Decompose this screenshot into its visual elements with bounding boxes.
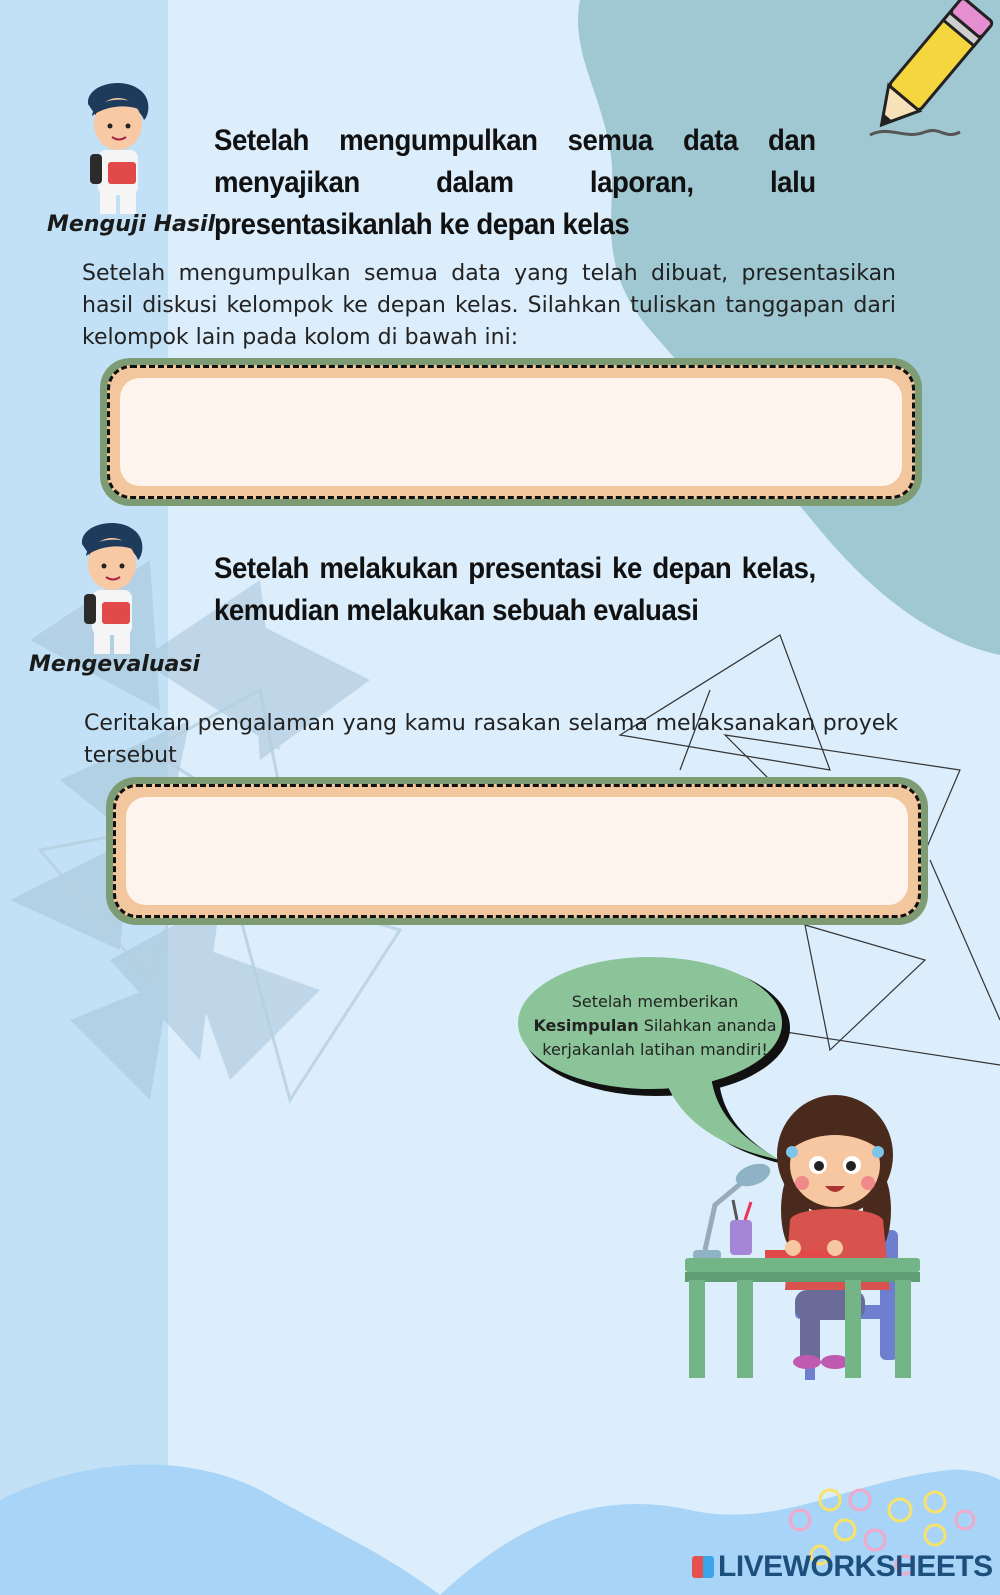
answer-box-menguji-hasil (100, 358, 922, 506)
liveworksheets-logo[interactable] (692, 1550, 993, 1584)
instruction-mengevaluasi: Ceritakan pengalaman yang kamu rasakan selama melaksanakan proyek tersebut (84, 711, 898, 768)
student-boy-icon (78, 82, 158, 217)
answer-box-frame (107, 365, 915, 499)
logo-text: LIVEWORKSHEETS (718, 1550, 993, 1583)
section-heading-menguji-hasil: Setelah mengumpulkan semua data dan menyajikan dalam laporan, lalu presentasikanlah ke depan kelas (214, 124, 816, 241)
speech-bubble-text (530, 990, 780, 1062)
section-label-menguji-hasil: Menguji Hasil (47, 212, 216, 237)
bubble-bold-word: Kesimpulan (533, 1016, 639, 1035)
bubble-line-3: kerjakanlah latihan mandiri! (542, 1040, 768, 1059)
student-boy-icon (72, 522, 152, 657)
answer-input-mengevaluasi[interactable] (126, 797, 908, 905)
answer-box-frame (113, 784, 921, 918)
girl-studying-icon (685, 1090, 935, 1410)
answer-input-menguji-hasil[interactable] (120, 378, 902, 486)
logo-mark-icon (692, 1556, 714, 1578)
bubble-line-1: Setelah memberikan (571, 992, 739, 1011)
bubble-line-2: Silahkan ananda (638, 1016, 777, 1035)
pencil-icon (845, 0, 1000, 150)
section-label-mengevaluasi: Mengevaluasi (29, 652, 201, 677)
section-heading-mengevaluasi: Setelah melakukan presentasi ke depan kelas, kemudian melakukan sebuah evaluasi (214, 552, 816, 627)
answer-box-mengevaluasi (106, 777, 928, 925)
instruction-menguji-hasil: Setelah mengumpulkan semua data yang telah dibuat, presentasikan hasil diskusi kelompok ke depan kelas. Silahkan tuliskan tanggapan dari kelompok lain pada kolom di bawah ini: (82, 261, 896, 350)
